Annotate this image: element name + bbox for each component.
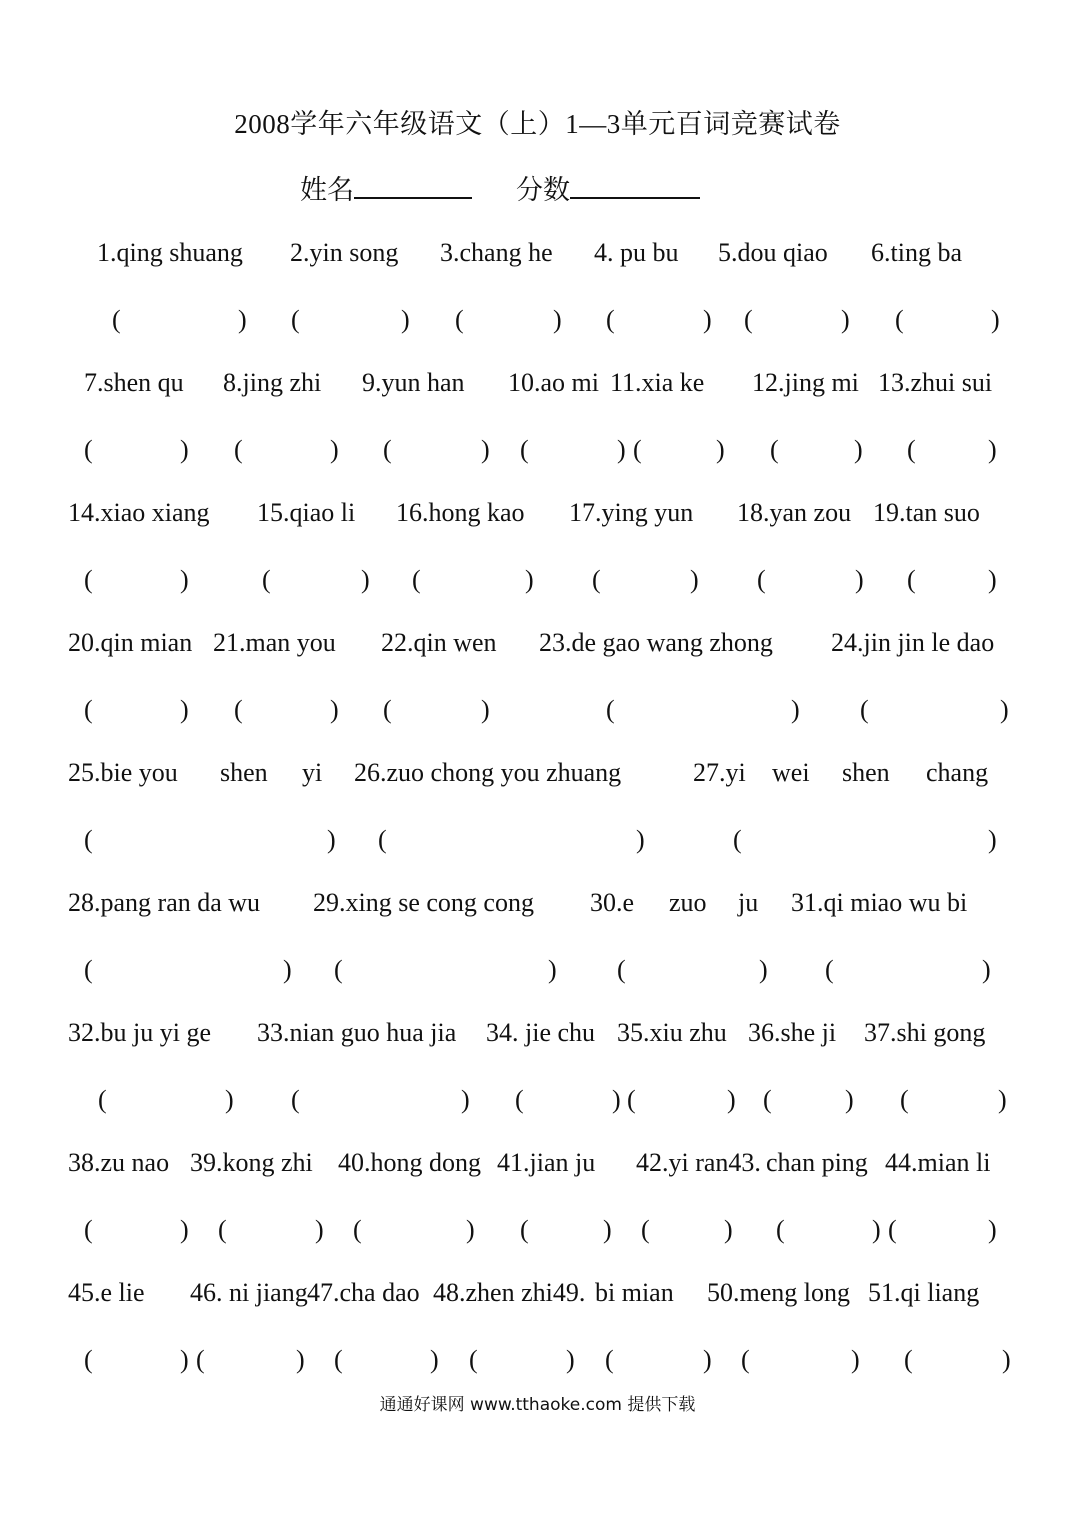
paren-open: ( (606, 305, 615, 334)
paren-close: ) (991, 305, 1000, 334)
paren-open: ( (888, 1215, 897, 1244)
paren-open: ( (469, 1345, 478, 1374)
pinyin-item: 35.xiu zhu (617, 1018, 727, 1047)
pinyin-row (0, 888, 1075, 928)
paren-open: ( (744, 305, 753, 334)
name-label: 姓名 (300, 175, 354, 205)
paren-close: ) (283, 955, 292, 984)
paren-close: ) (716, 435, 725, 464)
paren-close: ) (225, 1085, 234, 1114)
pinyin-item: 18.yan zou (737, 498, 852, 527)
paren-open: ( (907, 435, 916, 464)
pinyin-item: 30.e (590, 888, 635, 917)
name-blank[interactable] (354, 175, 472, 199)
pinyin-item: 1.qing shuang (97, 238, 243, 267)
paren-open: ( (353, 1215, 362, 1244)
paren-open: ( (605, 1345, 614, 1374)
paren-close: ) (724, 1215, 733, 1244)
paren-open: ( (741, 1345, 750, 1374)
footer-source: 通通好课网 www.tthaoke.com 提供下载 (379, 1395, 696, 1415)
answer-row (0, 1215, 1075, 1255)
pinyin-item: 7.shen qu (84, 368, 184, 397)
pinyin-item: wei (772, 758, 810, 787)
answer-row (0, 305, 1075, 345)
paren-close: ) (481, 695, 490, 724)
pinyin-item: 50.meng long (707, 1278, 850, 1307)
paren-close: ) (727, 1085, 736, 1114)
paren-open: ( (606, 695, 615, 724)
pinyin-item: 47.cha dao (307, 1278, 420, 1307)
paren-open: ( (112, 305, 121, 334)
paren-open: ( (98, 1085, 107, 1114)
paren-open: ( (515, 1085, 524, 1114)
pinyin-row (0, 1018, 1075, 1058)
pinyin-item: 11.xia ke (610, 368, 705, 397)
paren-close: ) (791, 695, 800, 724)
pinyin-row (0, 368, 1075, 408)
pinyin-item: 13.zhui sui (878, 368, 993, 397)
pinyin-item: 16.hong kao (396, 498, 525, 527)
pinyin-item: 17.ying yun (569, 498, 694, 527)
paren-close: ) (180, 565, 189, 594)
paren-open: ( (633, 435, 642, 464)
paren-open: ( (520, 1215, 529, 1244)
pinyin-item: 39.kong zhi (190, 1148, 313, 1177)
pinyin-item: 25.bie you (68, 758, 178, 787)
paren-open: ( (770, 435, 779, 464)
pinyin-row (0, 1148, 1075, 1188)
paren-open: ( (520, 435, 529, 464)
paren-close: ) (481, 435, 490, 464)
answer-row (0, 695, 1075, 735)
paren-close: ) (603, 1215, 612, 1244)
paren-close: ) (566, 1345, 575, 1374)
paren-open: ( (262, 565, 271, 594)
paren-close: ) (841, 305, 850, 334)
paren-close: ) (461, 1085, 470, 1114)
paren-close: ) (988, 825, 997, 854)
pinyin-item: 14.xiao xiang (68, 498, 210, 527)
pinyin-item: 37.shi gong (864, 1018, 986, 1047)
page-title: 2008学年六年级语文（上）1—3单元百词竞赛试卷 (234, 109, 841, 139)
paren-close: ) (327, 825, 336, 854)
pinyin-item: 40.hong dong (338, 1148, 481, 1177)
paren-open: ( (234, 695, 243, 724)
pinyin-item: 31.qi miao wu bi (791, 888, 968, 917)
paren-open: ( (733, 825, 742, 854)
paren-open: ( (196, 1345, 205, 1374)
pinyin-item: 32.bu ju yi ge (68, 1018, 211, 1047)
paren-open: ( (84, 1345, 93, 1374)
pinyin-row (0, 238, 1075, 278)
pinyin-item: 19.tan suo (873, 498, 980, 527)
paren-close: ) (703, 1345, 712, 1374)
paren-open: ( (84, 955, 93, 984)
paren-open: ( (776, 1215, 785, 1244)
pinyin-item: zuo (669, 888, 707, 917)
pinyin-row (0, 498, 1075, 538)
score-blank[interactable] (570, 175, 700, 199)
pinyin-item: 33.nian guo hua jia (257, 1018, 457, 1047)
paren-close: ) (855, 565, 864, 594)
answer-row (0, 435, 1075, 475)
pinyin-item: 21.man you (213, 628, 336, 657)
paren-open: ( (218, 1215, 227, 1244)
pinyin-item: 51.qi liang (868, 1278, 980, 1307)
pinyin-item: yi (302, 758, 323, 787)
paren-open: ( (383, 695, 392, 724)
paren-close: ) (1002, 1345, 1011, 1374)
paren-open: ( (84, 695, 93, 724)
pinyin-item: 46. ni jiang (190, 1278, 308, 1307)
paren-close: ) (988, 435, 997, 464)
answer-row (0, 565, 1075, 605)
pinyin-item: 5.dou qiao (718, 238, 828, 267)
paren-open: ( (412, 565, 421, 594)
paren-close: ) (330, 695, 339, 724)
pinyin-item: 27.yi (693, 758, 746, 787)
paren-open: ( (291, 1085, 300, 1114)
paren-open: ( (334, 955, 343, 984)
paren-open: ( (641, 1215, 650, 1244)
paren-open: ( (592, 565, 601, 594)
pinyin-item: 15.qiao li (257, 498, 356, 527)
paren-close: ) (1000, 695, 1009, 724)
pinyin-item: 4. pu bu (594, 238, 679, 267)
paren-open: ( (84, 1215, 93, 1244)
paren-open: ( (378, 825, 387, 854)
paren-close: ) (330, 435, 339, 464)
pinyin-item: 42.yi ran43. (636, 1148, 761, 1177)
paren-close: ) (296, 1345, 305, 1374)
pinyin-row (0, 628, 1075, 668)
paren-close: ) (180, 695, 189, 724)
paren-close: ) (466, 1215, 475, 1244)
pinyin-item: 36.she ji (748, 1018, 837, 1047)
paren-open: ( (234, 435, 243, 464)
pinyin-row (0, 1278, 1075, 1318)
paren-open: ( (763, 1085, 772, 1114)
paren-open: ( (895, 305, 904, 334)
pinyin-item: chan ping (766, 1148, 868, 1177)
pinyin-item: 45.e lie (68, 1278, 145, 1307)
pinyin-item: 8.jing zhi (223, 368, 322, 397)
paren-open: ( (84, 825, 93, 854)
paren-open: ( (900, 1085, 909, 1114)
paren-close: ) (548, 955, 557, 984)
paren-close: ) (315, 1215, 324, 1244)
paren-close: ) (401, 305, 410, 334)
pinyin-item: 28.pang ran da wu (68, 888, 261, 917)
pinyin-row (0, 758, 1075, 798)
paren-close: ) (430, 1345, 439, 1374)
answer-row (0, 955, 1075, 995)
pinyin-item: 24.jin jin le dao (831, 628, 995, 657)
paren-close: ) (553, 305, 562, 334)
paren-close: ) (180, 435, 189, 464)
paren-open: ( (617, 955, 626, 984)
paren-close: ) (851, 1345, 860, 1374)
name-score-line (300, 168, 700, 207)
pinyin-item: 2.yin song (290, 238, 399, 267)
paren-close: ) (525, 565, 534, 594)
paren-close: ) (759, 955, 768, 984)
pinyin-item: 26.zuo chong you zhuang (354, 758, 622, 787)
paren-close: ) (617, 435, 626, 464)
paren-open: ( (907, 565, 916, 594)
paren-open: ( (825, 955, 834, 984)
pinyin-item: 20.qin mian (68, 628, 193, 657)
paren-close: ) (238, 305, 247, 334)
paren-close: ) (180, 1345, 189, 1374)
pinyin-item: 12.jing mi (752, 368, 859, 397)
paren-close: ) (854, 435, 863, 464)
pinyin-item: 29.xing se cong cong (313, 888, 534, 917)
pinyin-item: 48.zhen zhi49. (433, 1278, 586, 1307)
paren-open: ( (291, 305, 300, 334)
pinyin-item: 23.de gao wang zhong (539, 628, 773, 657)
pinyin-item: 34. jie chu (486, 1018, 596, 1047)
paren-close: ) (361, 565, 370, 594)
paren-close: ) (845, 1085, 854, 1114)
paren-close: ) (612, 1085, 621, 1114)
pinyin-item: chang (926, 758, 989, 787)
paren-open: ( (757, 565, 766, 594)
pinyin-item: 3.chang he (440, 238, 553, 267)
paren-close: ) (636, 825, 645, 854)
paren-close: ) (690, 565, 699, 594)
paren-open: ( (627, 1085, 636, 1114)
paren-open: ( (455, 305, 464, 334)
paren-open: ( (334, 1345, 343, 1374)
paren-close: ) (872, 1215, 881, 1244)
paren-close: ) (988, 565, 997, 594)
paren-open: ( (904, 1345, 913, 1374)
paren-open: ( (84, 435, 93, 464)
pinyin-item: 41.jian ju (497, 1148, 596, 1177)
answer-row (0, 1345, 1075, 1385)
paren-close: ) (998, 1085, 1007, 1114)
score-label: 分数 (516, 175, 570, 205)
paren-close: ) (988, 1215, 997, 1244)
pinyin-item: shen (842, 758, 890, 787)
pinyin-item: 10.ao mi (508, 368, 599, 397)
paren-close: ) (982, 955, 991, 984)
pinyin-item: ju (738, 888, 759, 917)
paren-close: ) (703, 305, 712, 334)
paren-open: ( (84, 565, 93, 594)
paren-open: ( (860, 695, 869, 724)
pinyin-item: 9.yun han (362, 368, 465, 397)
pinyin-item: shen (220, 758, 268, 787)
pinyin-item: 22.qin wen (381, 628, 497, 657)
paren-close: ) (180, 1215, 189, 1244)
pinyin-item: 44.mian li (885, 1148, 991, 1177)
answer-row (0, 825, 1075, 865)
pinyin-item: 38.zu nao (68, 1148, 170, 1177)
paren-open: ( (383, 435, 392, 464)
answer-row (0, 1085, 1075, 1125)
pinyin-item: 6.ting ba (871, 238, 962, 267)
pinyin-item: bi mian (595, 1278, 674, 1307)
